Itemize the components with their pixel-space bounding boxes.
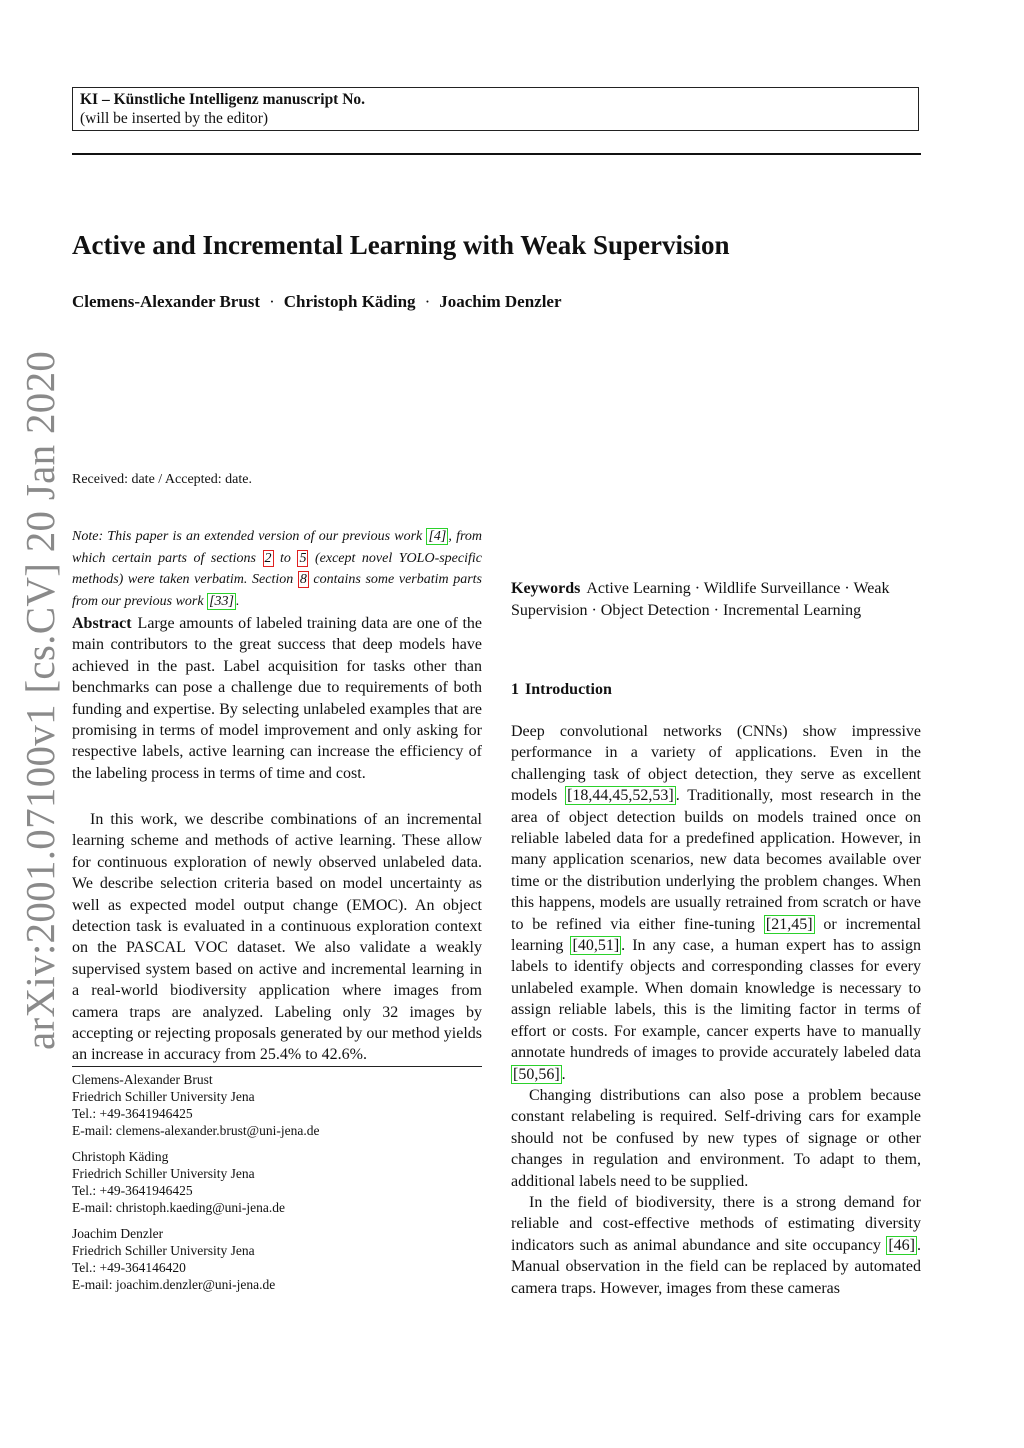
section-link[interactable]: 5	[299, 550, 307, 566]
affiliation-name: Joachim Denzler	[72, 1226, 164, 1241]
affiliation-name: Christoph Käding	[72, 1149, 169, 1164]
editor-note: (will be inserted by the editor)	[80, 110, 269, 127]
introduction-body	[511, 721, 921, 1299]
affiliation-email: E-mail: joachim.denzler@uni-jena.de	[72, 1277, 276, 1292]
author-name: Christoph Käding	[283, 292, 416, 311]
intro-paragraph: Deep convolutional networks (CNNs) show impressive performance in a variety of applications. Even in the challenging task of object detection, they serve as excellent models [18,44,45,52,53] . Traditionally, most research in the area of object detection builds on models trained once on reliable labeled data for a predefined application. However, in many application scenarios, new data becomes available over time or the distribution underlying the problem changes. When this happens, models are usually retrained from scratch or have to be refined via either fine-tuning [21,45] or incremental learning [40,51] . In any case, a human expert has to assign labels to identify objects and corresponding classes for every unlabeled example. When domain knowledge is necessary to assign reliable labels, this is the limiting factor in terms of effort or costs. For example, cancer experts have to manually annotate hundreds of images to provide accurately labeled data [50,56] .	[511, 723, 922, 1083]
intro-paragraph: Changing distributions can also pose a problem because constant relabeling is required. Self-driving cars for example should not be confused by new types of signage or other changes in regulation and environment. To adapt to them, additional labels need to be supplied.	[511, 1086, 921, 1190]
received-date: Received: date / Accepted: date.	[72, 472, 252, 487]
keywords	[511, 578, 921, 621]
citation-link[interactable]: [40,51]	[572, 937, 620, 955]
affiliation-tel: Tel.: +49-364146420	[72, 1260, 186, 1275]
citation-link[interactable]: [21,45]	[765, 915, 813, 933]
arxiv-identifier: arXiv:2001.07100v1 [cs.CV] 20 Jan 2020	[17, 350, 63, 1050]
header-rule	[72, 153, 921, 155]
keywords-label: Keywords	[511, 580, 581, 597]
abstract-label: Abstract	[72, 615, 132, 632]
affiliation-block	[72, 1071, 482, 1139]
citation-link[interactable]: [33]	[209, 593, 234, 609]
affiliation-institution: Friedrich Schiller University Jena	[72, 1243, 255, 1258]
journal-name: KI – Künstliche Intelligenz manuscript No.	[80, 91, 366, 108]
affiliation-name: Clemens-Alexander Brust	[72, 1072, 213, 1087]
editor-note-paragraph: Note: This paper is an extended version of our previous work [4] , from which certain parts of sections 2 to 5 (except novel YOLO-specific methods) were taken verbatim. Section 8 contains some verbatim parts from our previous work [33] .	[72, 529, 483, 609]
section-number: 1	[511, 681, 519, 698]
citation-link[interactable]: [46]	[888, 1236, 915, 1254]
author-separator: ·	[269, 292, 275, 311]
affiliation-tel: Tel.: +49-3641946425	[72, 1183, 193, 1198]
affiliation-block	[72, 1148, 482, 1216]
author-separator: ·	[424, 292, 431, 311]
paper-title: Active and Incremental Learning with Weak Supervision	[72, 230, 730, 260]
section-title: Introduction	[525, 681, 612, 698]
citation-link[interactable]: [50,56]	[513, 1065, 560, 1083]
keywords-text: Active Learning · Wildlife Surveillance · Weak Supervision · Object Detection · Incremental Learning	[511, 580, 890, 619]
affiliation-email: E-mail: christoph.kaeding@uni-jena.de	[72, 1200, 285, 1215]
intro-paragraph: In the field of biodiversity, there is a strong demand for reliable and cost-effective methods of estimating diversity indicators such as animal abundance and site occupancy [46] . Manual observation in the field can be replaced by automated camera traps. However, images from these cameras	[511, 1193, 921, 1297]
section-link[interactable]: 2	[264, 550, 272, 566]
section-link[interactable]: 8	[299, 572, 307, 587]
author-name: Joachim Denzler	[439, 292, 562, 311]
affiliation-institution: Friedrich Schiller University Jena	[72, 1089, 255, 1104]
author-name: Clemens-Alexander Brust	[72, 292, 261, 311]
abstract	[72, 613, 482, 784]
affiliation-block	[72, 1225, 482, 1293]
citation-link[interactable]: [4]	[428, 529, 447, 544]
affiliation-email: E-mail: clemens-alexander.brust@uni-jena.de	[72, 1123, 320, 1138]
abstract-paragraph: Large amounts of labeled training data are one of the main contributors to the great success that deep models have achieved in the past. Label acquisition for tasks other than benchmarks can pose a challenge due to requirements of both funding and expertise. By selecting unlabeled examples that are promising in terms of model improvement and only asking for respective labels, active learning can increase the efficiency of the labeling process in terms of time and cost.	[72, 615, 482, 782]
abstract-paragraph-2: In this work, we describe combinations of an incremental learning scheme and methods of active learning. These allow for continuous exploration of newly observed unlabeled data. We describe selection criteria based on model uncertainty as well as expected model output change (EMOC). An object detection task is evaluated in a continuous exploration context on the PASCAL VOC dataset. We also validate a weakly supervised system based on active and incremental learning in a real-world biodiversity application where images from camera traps are analyzed. Labeling only 32 images by accepting or rejecting proposals generated by our method yields an increase in accuracy from 25.4% to 42.6%.	[72, 811, 482, 1064]
journal-header-box	[72, 87, 919, 131]
citation-link[interactable]: [18,44,45,52,53]	[567, 787, 674, 805]
author-list	[72, 292, 562, 312]
section-heading	[511, 681, 921, 699]
affiliation-institution: Friedrich Schiller University Jena	[72, 1166, 255, 1181]
footnote-rule	[72, 1066, 482, 1067]
affiliation-tel: Tel.: +49-3641946425	[72, 1106, 193, 1121]
